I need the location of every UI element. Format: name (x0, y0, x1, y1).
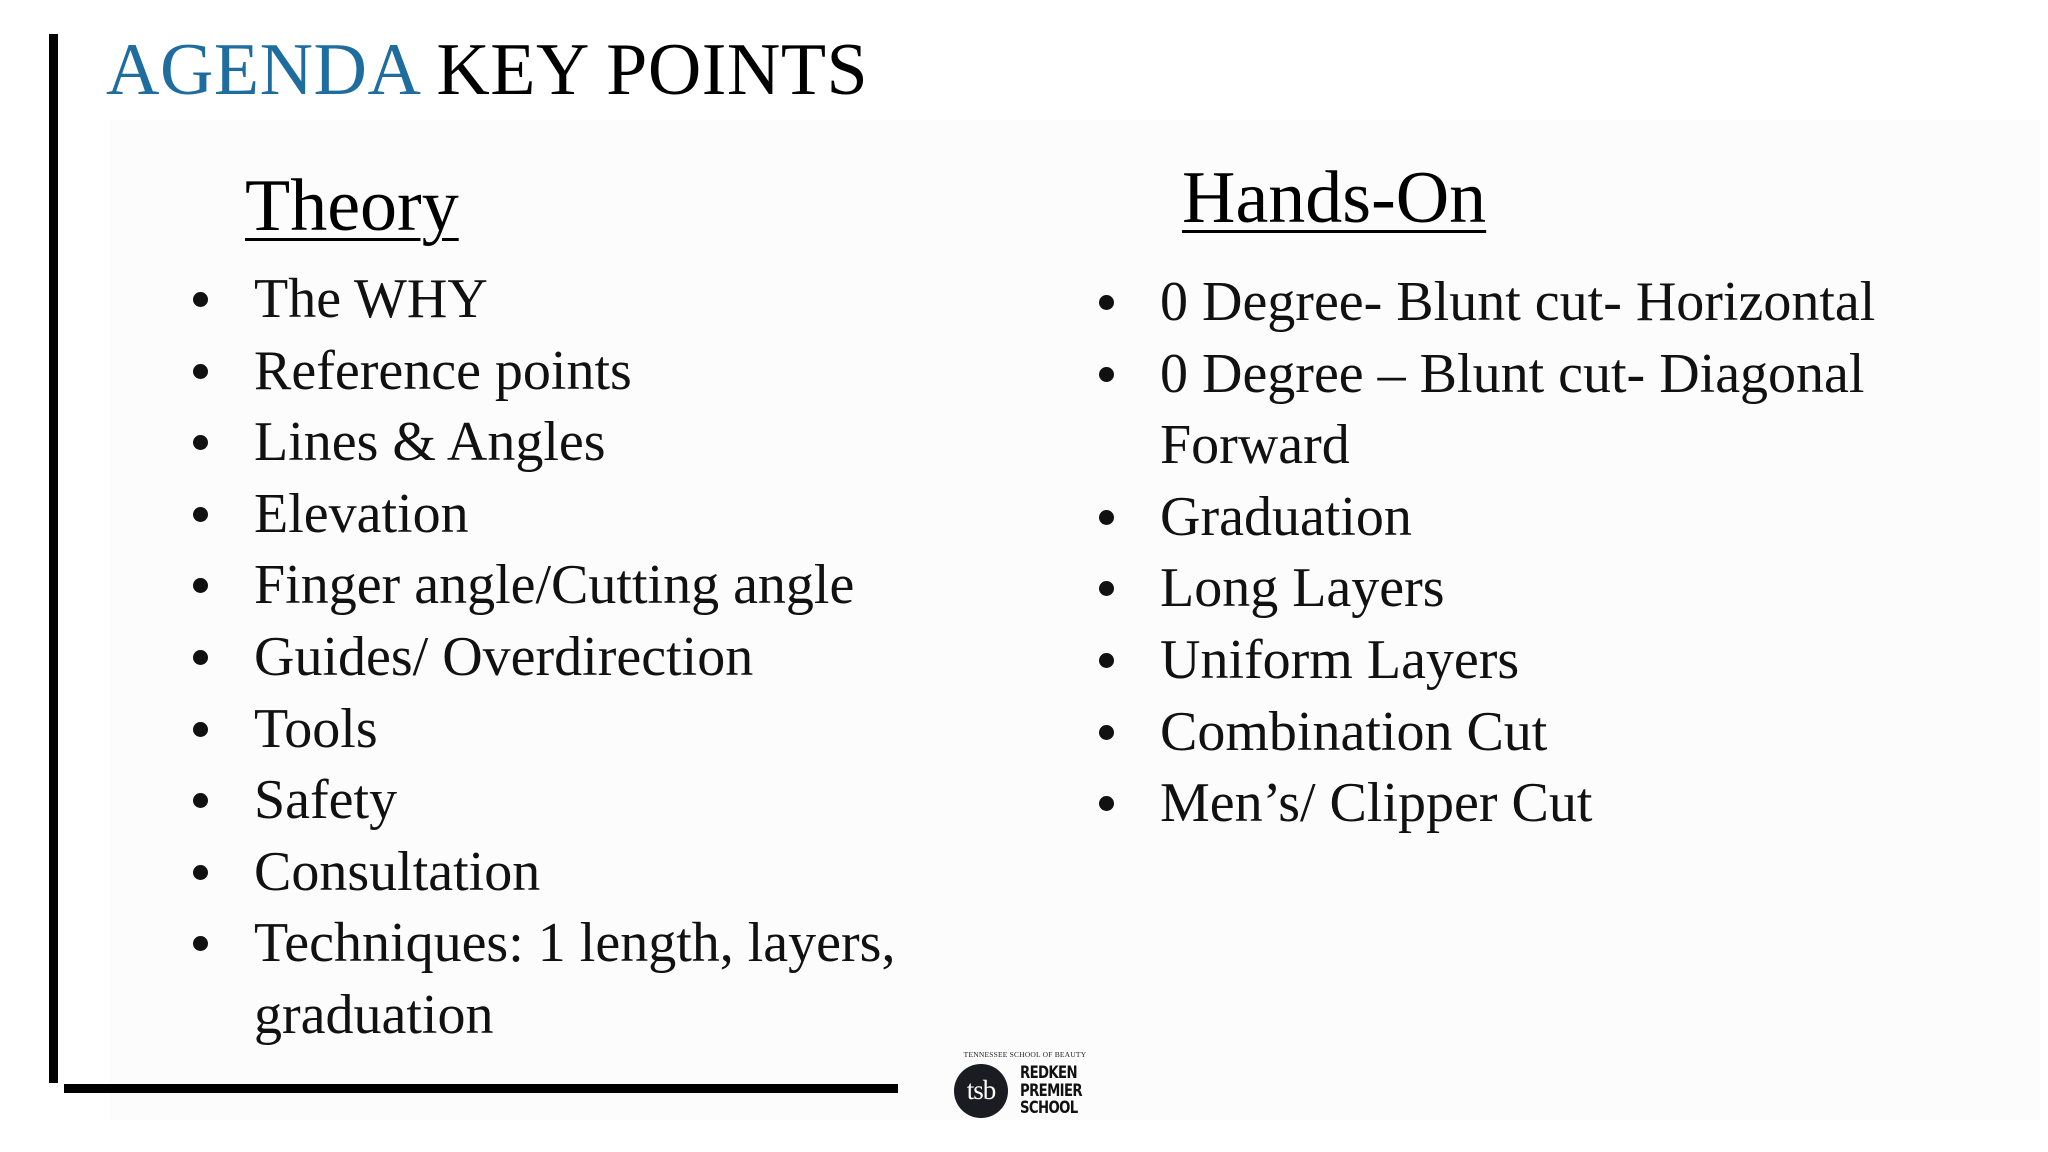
list-item-text: Men’s/ Clipper Cut (1160, 772, 1593, 835)
hands-on-list (1160, 267, 2020, 840)
bullet-icon (1099, 367, 1114, 382)
list-item (254, 407, 1014, 479)
list-item-text: Uniform Layers (1160, 628, 1520, 691)
list-item-text: Guides/ Overdirection (254, 625, 754, 688)
list-item-text: 0 Degree – Blunt cut- Diagonal Forward (1160, 342, 1865, 477)
list-item-text: Lines & Angles (254, 411, 606, 474)
title-rest: KEY POINTS (436, 29, 869, 111)
list-item-text: Safety (254, 769, 398, 832)
bullet-icon (193, 650, 208, 665)
list-item-text: Tools (254, 697, 378, 760)
list-item (254, 264, 1014, 336)
bullet-icon (193, 722, 208, 737)
list-item (1160, 553, 2020, 625)
slide-title (106, 30, 868, 110)
list-item (254, 336, 1014, 408)
logo-wordmark (1020, 1065, 1082, 1118)
list-item (1160, 482, 2020, 554)
list-item (254, 550, 1014, 622)
list-item (1160, 267, 2020, 339)
theory-list (254, 264, 1014, 1052)
list-item-text: Reference points (254, 339, 632, 402)
bullet-icon (1099, 725, 1114, 740)
logo-line-1: REDKEN (1020, 1063, 1077, 1083)
list-item-text: Finger angle/Cutting angle (254, 554, 855, 617)
logo-school-name: TENNESSEE SCHOOL OF BEAUTY (963, 1050, 1087, 1059)
logo-line-3: SCHOOL (1020, 1098, 1078, 1118)
list-item (254, 908, 1014, 1051)
theory-heading: Theory (245, 165, 459, 247)
list-item-text: The WHY (254, 268, 488, 330)
bullet-icon (1099, 295, 1114, 310)
bullet-icon (193, 507, 208, 522)
logo-line-2: PREMIER (1020, 1080, 1083, 1101)
list-item (254, 479, 1014, 551)
list-item (1160, 697, 2020, 769)
list-item (1160, 339, 2020, 482)
bullet-icon (193, 865, 208, 880)
hands-on-heading: Hands-On (1182, 157, 1487, 239)
list-item (254, 765, 1014, 837)
list-item-text: Consultation (254, 840, 541, 903)
list-item (254, 837, 1014, 909)
list-item-text: 0 Degree- Blunt cut- Horizontal (1160, 271, 1876, 333)
list-item-text: Elevation (254, 482, 469, 545)
list-item-text: Combination Cut (1160, 700, 1548, 763)
list-item-text: Long Layers (1160, 557, 1445, 620)
title-accent: AGENDA (106, 29, 418, 111)
school-logo (950, 1050, 1100, 1120)
list-item-text: Techniques: 1 length, layers, graduation (254, 912, 896, 1046)
list-item (1160, 768, 2020, 840)
list-item (254, 622, 1014, 694)
bullet-icon (193, 364, 208, 379)
left-vertical-rule (49, 34, 58, 1083)
logo-badge-icon: tsb (954, 1064, 1008, 1118)
bullet-icon (193, 292, 208, 307)
list-item-text: Graduation (1160, 485, 1412, 548)
list-item (1160, 625, 2020, 697)
bottom-horizontal-rule (64, 1084, 898, 1093)
list-item (254, 694, 1014, 766)
bullet-icon (1099, 510, 1114, 525)
bullet-icon (1099, 653, 1114, 668)
